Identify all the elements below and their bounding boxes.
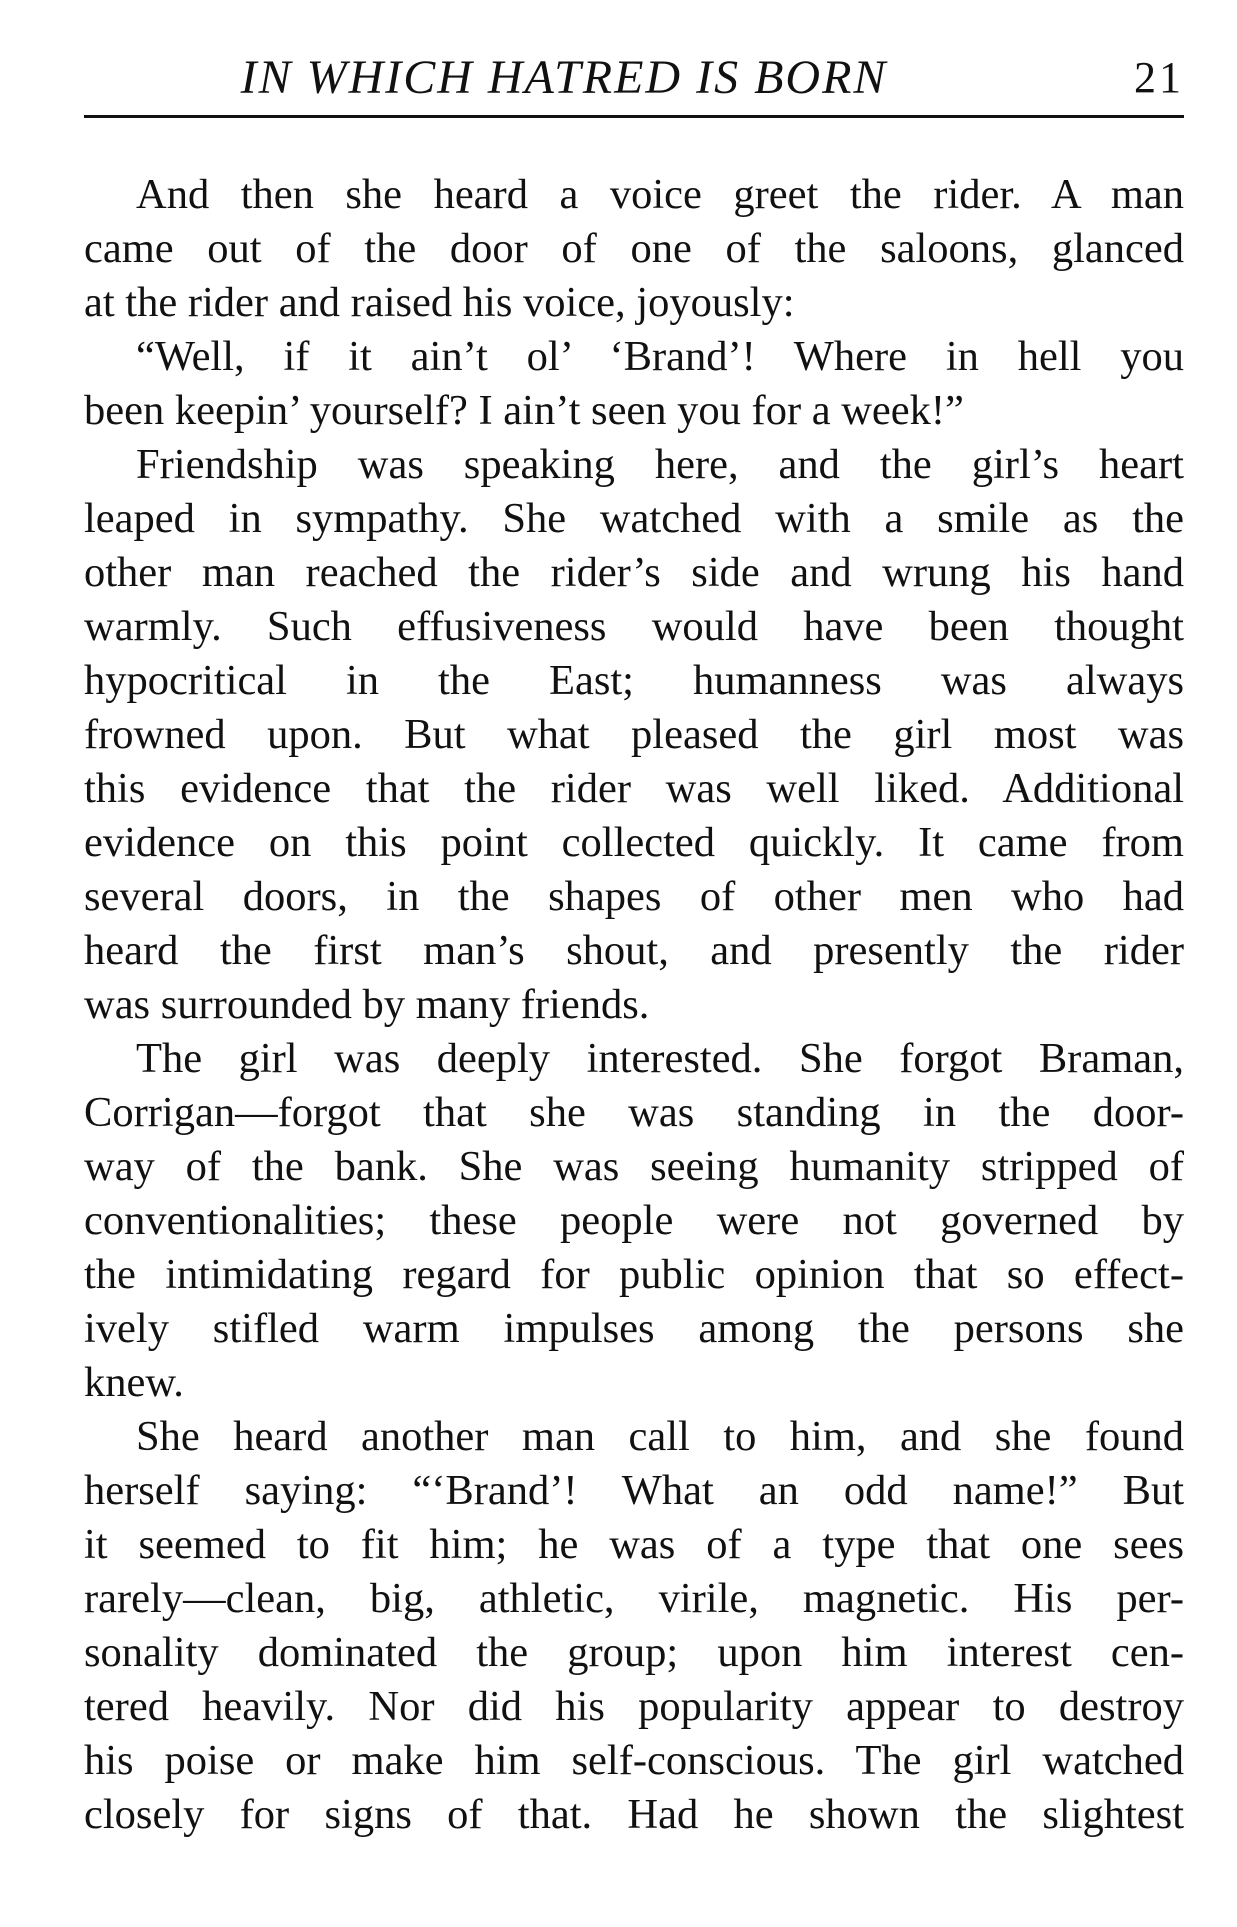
text-line: sonality dominated the group; upon him interest cen- xyxy=(84,1629,1184,1676)
text-line: other man reached the rider’s side and wrung his hand xyxy=(84,549,1184,596)
text-line: She heard another man call to him, and she found xyxy=(136,1413,1184,1460)
text-line: warmly. Such effusiveness would have been thought xyxy=(84,603,1184,650)
text-line: been keepin’ yourself? I ain’t seen you for a week!” xyxy=(84,387,964,434)
text-line: the intimidating regard for public opinion that so effect- xyxy=(84,1251,1184,1298)
text-line: frowned upon. But what pleased the girl most was xyxy=(84,711,1184,758)
text-line: Friendship was speaking here, and the girl’s heart xyxy=(136,441,1184,488)
text-line: heard the first man’s shout, and presently the rider xyxy=(84,927,1184,974)
text-line: way of the bank. She was seeing humanity stripped of xyxy=(84,1143,1184,1190)
body-text xyxy=(84,168,1184,1842)
text-line: was surrounded by many friends. xyxy=(84,981,650,1028)
text-line: herself saying: “‘Brand’! What an odd name!” But xyxy=(84,1467,1184,1514)
text-line: came out of the door of one of the saloons, glanced xyxy=(84,225,1184,272)
text-line: The girl was deeply interested. She forgot Braman, xyxy=(136,1035,1184,1082)
text-line: leaped in sympathy. She watched with a smile as the xyxy=(84,495,1184,542)
text-line: closely for signs of that. Had he shown the slightest xyxy=(84,1791,1184,1838)
text-line: hypocritical in the East; humanness was always xyxy=(84,657,1184,704)
text-line: And then she heard a voice greet the rider. A man xyxy=(136,171,1184,218)
text-line: evidence on this point collected quickly. It came from xyxy=(84,819,1184,866)
text-line: “Well, if it ain’t ol’ ‘Brand’! Where in hell you xyxy=(136,333,1184,380)
text-line: tered heavily. Nor did his popularity appear to destroy xyxy=(84,1683,1184,1730)
text-line: Corrigan—forgot that she was standing in the door- xyxy=(84,1089,1184,1136)
running-title: IN WHICH HATRED IS BORN xyxy=(240,51,888,104)
text-line: knew. xyxy=(84,1359,184,1406)
text-line: his poise or make him self-conscious. The girl watched xyxy=(84,1737,1184,1784)
text-line: conventionalities; these people were not governed by xyxy=(84,1197,1184,1244)
text-line: this evidence that the rider was well liked. Additional xyxy=(84,765,1184,812)
running-head xyxy=(84,48,1184,108)
page-number: 21 xyxy=(1134,53,1184,102)
text-line: several doors, in the shapes of other men who had xyxy=(84,873,1184,920)
text-line: ively stifled warm impulses among the persons she xyxy=(84,1305,1184,1352)
text-line: rarely—clean, big, athletic, virile, magnetic. His per- xyxy=(84,1575,1184,1622)
header-rule xyxy=(84,115,1184,118)
text-line: at the rider and raised his voice, joyously: xyxy=(84,279,795,326)
text-line: it seemed to fit him; he was of a type that one sees xyxy=(84,1521,1184,1568)
